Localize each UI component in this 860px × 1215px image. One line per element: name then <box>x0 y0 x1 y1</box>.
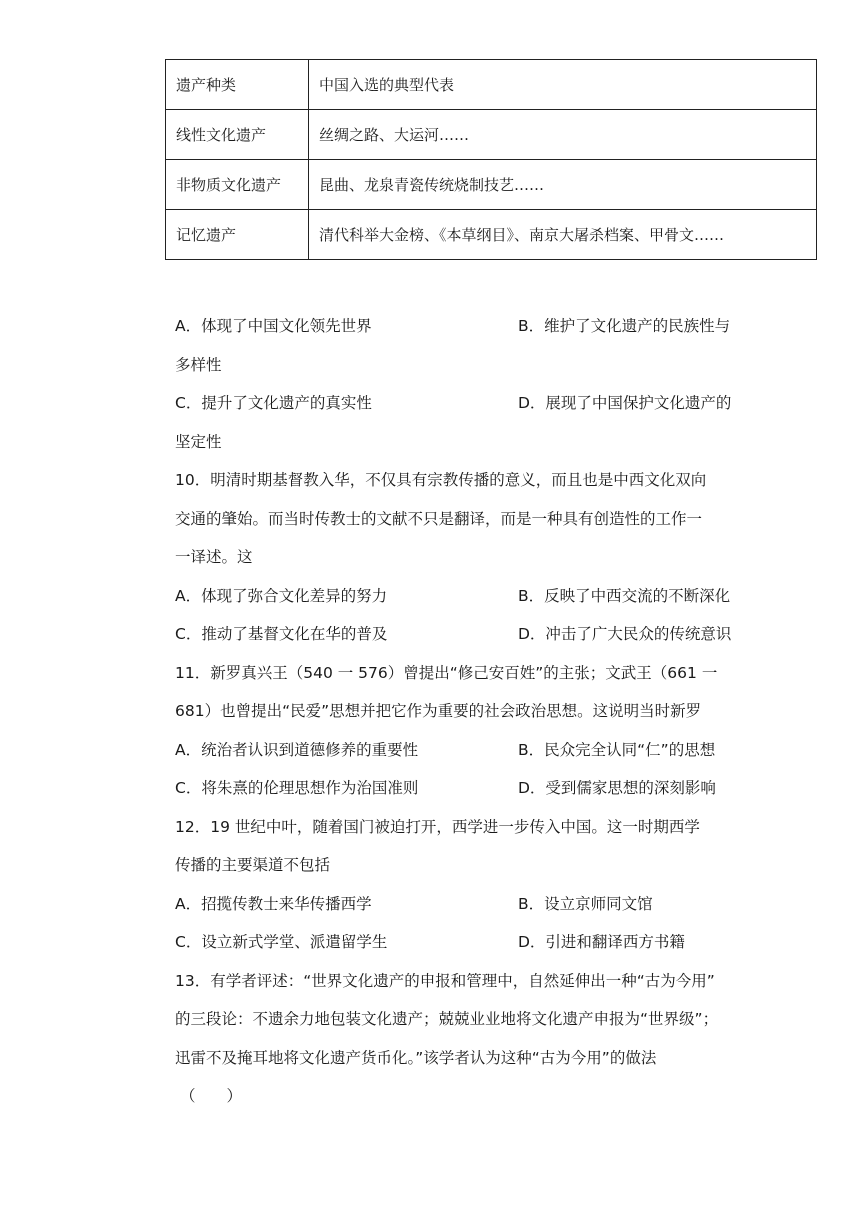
table-cell: 非物质文化遗产 <box>166 160 309 210</box>
q9-option-b: B．维护了文化遗产的民族性与 <box>518 317 731 335</box>
table-cell: 线性文化遗产 <box>166 110 309 160</box>
q9-option-b-continued: 多样性 <box>175 356 222 374</box>
table-cell: 清代科举大金榜、《本草纲目》、南京大屠杀档案、甲骨文…… <box>309 210 817 260</box>
q10-stem: 10．明清时期基督教入华，不仅具有宗教传播的意义，而且也是中西文化双向 <box>175 471 707 489</box>
q10-option-d: D．冲击了广大民众的传统意识 <box>518 625 732 643</box>
q13-stem: 迅雷不及掩耳地将文化遗产货币化。”该学者认为这种“古为今用”的做法 <box>175 1049 657 1067</box>
q10-stem: 交通的肇始。而当时传教士的文献不只是翻译，而是一种具有创造性的工作一 <box>175 510 703 528</box>
q10-option-c: C．推动了基督文化在华的普及 <box>175 625 388 643</box>
q12-option-c: C．设立新式学堂、派遣留学生 <box>175 933 388 951</box>
heritage-table <box>165 59 817 260</box>
table-cell: 丝绸之路、大运河…… <box>309 110 817 160</box>
table-row <box>166 110 817 160</box>
table-header-cell: 中国入选的典型代表 <box>309 60 817 110</box>
q12-option-d: D．引进和翻译西方书籍 <box>518 933 685 951</box>
q12-stem: 12．19 世纪中叶，随着国门被迫打开，西学进一步传入中国。这一时期西学 <box>175 818 700 836</box>
q10-option-b: B．反映了中西交流的不断深化 <box>518 587 731 605</box>
q11-option-a: A．统治者认识到道德修养的重要性 <box>175 741 419 759</box>
q9-option-d-continued: 坚定性 <box>175 433 222 451</box>
q13-stem: 的三段论：不遗余力地包装文化遗产；兢兢业业地将文化遗产申报为“世界级”； <box>175 1010 719 1028</box>
q11-option-d: D．受到儒家思想的深刻影响 <box>518 779 716 797</box>
q11-option-c: C．将朱熹的伦理思想作为治国准则 <box>175 779 419 797</box>
q12-stem: 传播的主要渠道不包括 <box>175 856 331 874</box>
table-row <box>166 160 817 210</box>
q9-option-a: A．体现了中国文化领先世界 <box>175 317 372 335</box>
table-row <box>166 210 817 260</box>
q11-stem: 681）也曾提出“民爱”思想并把它作为重要的社会政治思想。这说明当时新罗 <box>175 702 702 720</box>
q11-stem: 11．新罗真兴王（540 一 576）曾提出“修己安百姓”的主张；文武王（661 一 <box>175 664 718 682</box>
q11-option-b: B．民众完全认同“仁”的思想 <box>518 741 716 759</box>
table-cell: 记忆遗产 <box>166 210 309 260</box>
q9-option-c: C．提升了文化遗产的真实性 <box>175 394 372 412</box>
q12-option-a: A．招揽传教士来华传播西学 <box>175 895 372 913</box>
q10-option-a: A．体现了弥合文化差异的努力 <box>175 587 388 605</box>
table-header-cell: 遗产种类 <box>166 60 309 110</box>
table-header-row <box>166 60 817 110</box>
q13-stem: 13．有学者评述：“世界文化遗产的申报和管理中，自然延伸出一种“古为今用” <box>175 972 715 990</box>
q10-stem: 一译述。这 <box>175 548 253 566</box>
q9-option-d: D．展现了中国保护文化遗产的 <box>518 394 732 412</box>
table-cell: 昆曲、龙泉青瓷传统烧制技艺…… <box>309 160 817 210</box>
q12-option-b: B．设立京师同文馆 <box>518 895 653 913</box>
answer-bracket: （ ） <box>180 1087 243 1105</box>
